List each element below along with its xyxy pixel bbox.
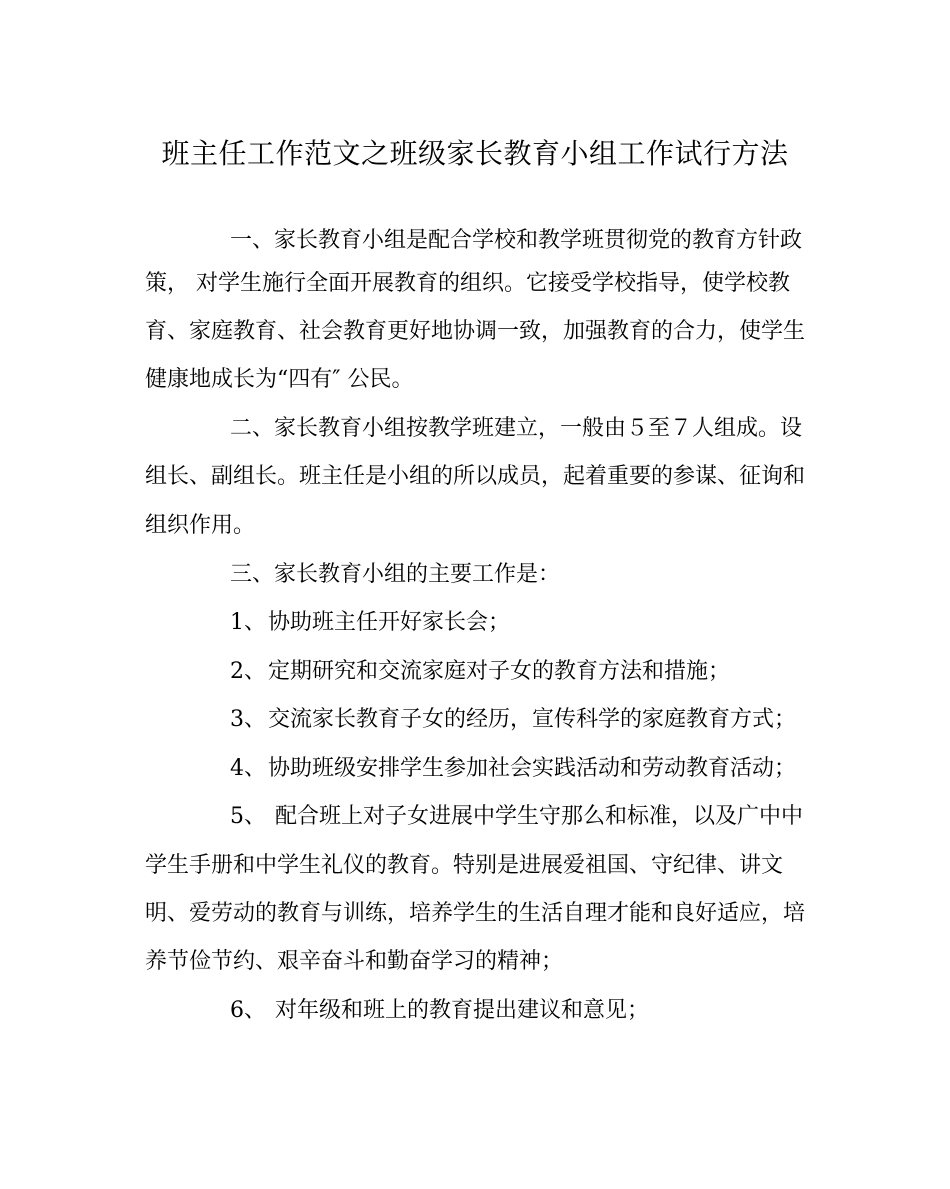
list-item — [230, 605, 510, 641]
list-item-number: 6、 — [230, 998, 266, 1023]
list-item-continuation: 养节俭节约、艰辛奋斗和勤奋学习的精神； — [145, 949, 564, 974]
paragraph-2-line-3: 组织作用。 — [145, 513, 256, 538]
list-item-text: 交流家长教育子女的经历，宣传科学的家庭教育方式； — [268, 707, 797, 732]
list-item-continuation: 明、爱劳动的教育与训练，培养学生的生活自理才能和良好适应，培 — [145, 901, 806, 926]
paragraph-2-line-1: 二、家长教育小组按教学班建立，一般由５至７人组成。设 — [230, 416, 803, 441]
list-item — [230, 751, 796, 787]
list-item-continuation: 学生手册和中学生礼仪的教育。特别是进展爱祖国、守纪律、讲文 — [145, 853, 784, 878]
list-item-text: 协助班主任开好家长会； — [268, 610, 511, 635]
paragraph-3-heading: 三、家长教育小组的主要工作是： — [230, 562, 561, 587]
paragraph-1-line-3: 育、家庭教育、社会教育更好地协调一致，加强教育的合力，使学生 — [145, 319, 806, 344]
list-item — [230, 702, 796, 738]
paragraph-2-line-2: 组长、副组长。班主任是小组的所以成员，起着重要的参谋、征询和 — [145, 464, 806, 489]
document-title: 班主任工作范文之班级家长教育小组工作试行方法 — [161, 137, 789, 170]
list-item-text: 定期研究和交流家庭对子女的教育方法和措施； — [268, 659, 731, 684]
list-item-number: 2、 — [230, 659, 266, 684]
paragraph-1-line-4: 健康地成长为“四有″ 公民。 — [145, 367, 414, 392]
paragraph-1-line-2: 策， 对学生施行全面开展教育的组织。它接受学校指导，使学校教 — [145, 271, 790, 296]
list-item — [230, 993, 649, 1029]
list-item-number: 5、 — [230, 804, 266, 829]
paragraph-1-line-1: 一、家长教育小组是配合学校和教学班贯彻党的教育方针政 — [230, 228, 803, 253]
list-item — [230, 654, 730, 690]
list-item-text: 对年级和班上的教育提出建议和意见； — [268, 998, 649, 1023]
list-item — [230, 799, 803, 835]
list-item-number: 3、 — [230, 707, 266, 732]
list-item-number: 4、 — [230, 756, 266, 781]
list-item-text: 配合班上对子女进展中学生守那么和标准，以及广中中 — [268, 804, 803, 829]
list-item-text: 协助班级安排学生参加社会实践活动和劳动教育活动； — [268, 756, 797, 781]
list-item-number: 1、 — [230, 610, 266, 635]
